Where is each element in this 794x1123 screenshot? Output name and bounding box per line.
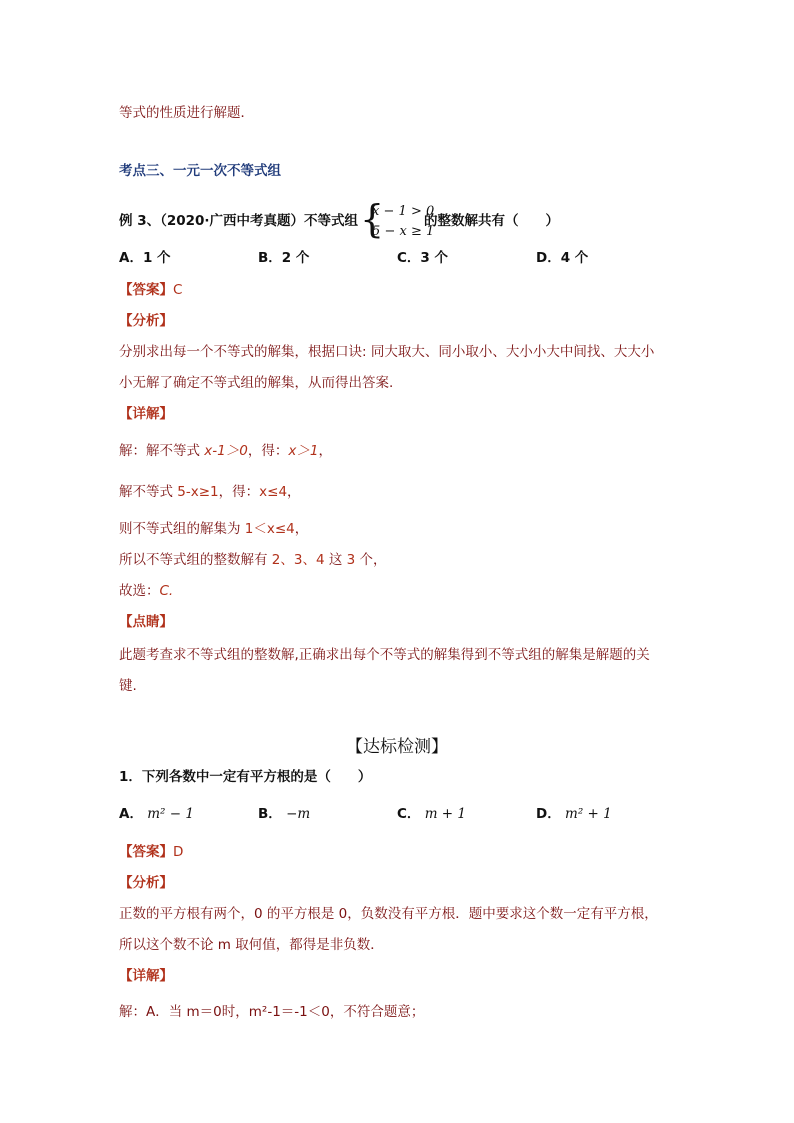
option-key: B． [258, 806, 282, 822]
detail-text: 这 [324, 552, 347, 568]
question-1-option-b [258, 805, 310, 823]
question-1-analysis-line-2: 所以这个数不论 m 取何值，都得是非负数． [119, 937, 384, 953]
example-3-option-c: C．3 个 [397, 250, 449, 266]
question-1-answer [119, 843, 183, 861]
example-3-analysis-tag: 【分析】 [119, 313, 173, 329]
intro-line: 等式的性质进行解题． [119, 105, 254, 121]
system-eq-1: x − 1 > 0 [372, 204, 435, 219]
detail-line-5 [119, 582, 173, 600]
example-3-answer [119, 281, 182, 299]
option-key: D． [536, 806, 561, 822]
option-value: m² − 1 [147, 806, 194, 822]
brace-glyph: { [360, 197, 385, 241]
example-3-tail: 的整数解共有（ ） [424, 213, 560, 229]
detail-text: ， [318, 443, 332, 459]
question-1-analysis-tag: 【分析】 [119, 875, 173, 891]
detail-text: ， [294, 521, 309, 537]
example-3-label: 例 3、（2020·广西中考真题）不等式组 [119, 213, 359, 229]
question-1-option-d [536, 805, 612, 823]
detail-text: ，得： [247, 443, 289, 459]
option-value: −m [286, 806, 311, 822]
answer-value: C [173, 282, 183, 298]
detail-math: x-1＞0 [204, 443, 248, 459]
detail-text: ， [287, 484, 301, 500]
detail-math: 1＜x≤4 [244, 521, 295, 537]
question-1-analysis-line-1: 正数的平方根有两个，0 的平方根是 0，负数没有平方根．题中要求这个数一定有平方根， [119, 906, 658, 922]
example-3-comment-tag: 【点睛】 [119, 614, 173, 630]
detail-math: C. [159, 583, 174, 599]
example-3-option-a: A．1 个 [119, 250, 171, 266]
detail-math: 5-x≥1 [177, 484, 219, 500]
section-3-title: 考点三、一元一次不等式组 [119, 163, 281, 179]
option-value: m² + 1 [565, 806, 612, 822]
example-3-option-b: B．2 个 [258, 250, 310, 266]
detail-math: x≤4 [259, 484, 288, 500]
detail-text: 所以不等式组的整数解有 [119, 552, 272, 568]
detail-text: ，得： [218, 484, 260, 500]
option-key: C． [397, 806, 421, 822]
answer-value: D [173, 844, 184, 860]
option-key: A． [119, 806, 143, 822]
example-3-comment-line-2: 键. [119, 678, 137, 694]
detail-math: 3 [346, 552, 356, 568]
detail-line-3 [119, 520, 308, 538]
detail-math: x＞1 [288, 443, 319, 459]
detail-text: 故选： [119, 583, 160, 599]
detail-math: 2、3、4 [271, 552, 325, 568]
example-3-analysis-line-2: 小无解了确定不等式组的解集，从而得出答案. [119, 375, 394, 391]
inequality-system [360, 197, 435, 241]
answer-tag: 【答案】 [119, 844, 173, 860]
system-eq-2: 5 − x ≥ 1 [372, 224, 435, 239]
option-value: m + 1 [424, 806, 467, 822]
detail-text: 解不等式 [119, 484, 178, 500]
example-3-detail-tag: 【详解】 [119, 406, 173, 422]
example-3-stem [119, 197, 560, 241]
detail-line-1 [119, 442, 332, 460]
question-1-detail-line-1: 解：A．当 m＝0时，m²-1＝-1＜0，不符合题意； [119, 1004, 425, 1020]
example-3-option-d: D．4 个 [536, 250, 589, 266]
example-3-analysis-line-1: 分别求出每一个不等式的解集，根据口诀: 同大取大、同小取小、大小小大中间找、大大小 [119, 344, 655, 360]
question-1-detail-tag: 【详解】 [119, 968, 173, 984]
detail-line-4 [119, 551, 387, 569]
detail-text: 个， [355, 552, 387, 568]
detail-text: 则不等式组的解集为 [119, 521, 245, 537]
example-3-comment-line-1: 此题考查求不等式组的整数解,正确求出每个不等式的解集得到不等式组的解集是解题的关 [119, 647, 650, 663]
question-1-stem: 1．下列各数中一定有平方根的是（ ） [119, 769, 372, 785]
test-section-title: 【达标检测】 [346, 737, 448, 757]
question-1-option-c [397, 805, 466, 823]
question-1-option-a [119, 805, 194, 823]
answer-tag: 【答案】 [119, 282, 173, 298]
detail-line-2 [119, 483, 301, 501]
detail-text: 解：解不等式 [119, 443, 205, 459]
